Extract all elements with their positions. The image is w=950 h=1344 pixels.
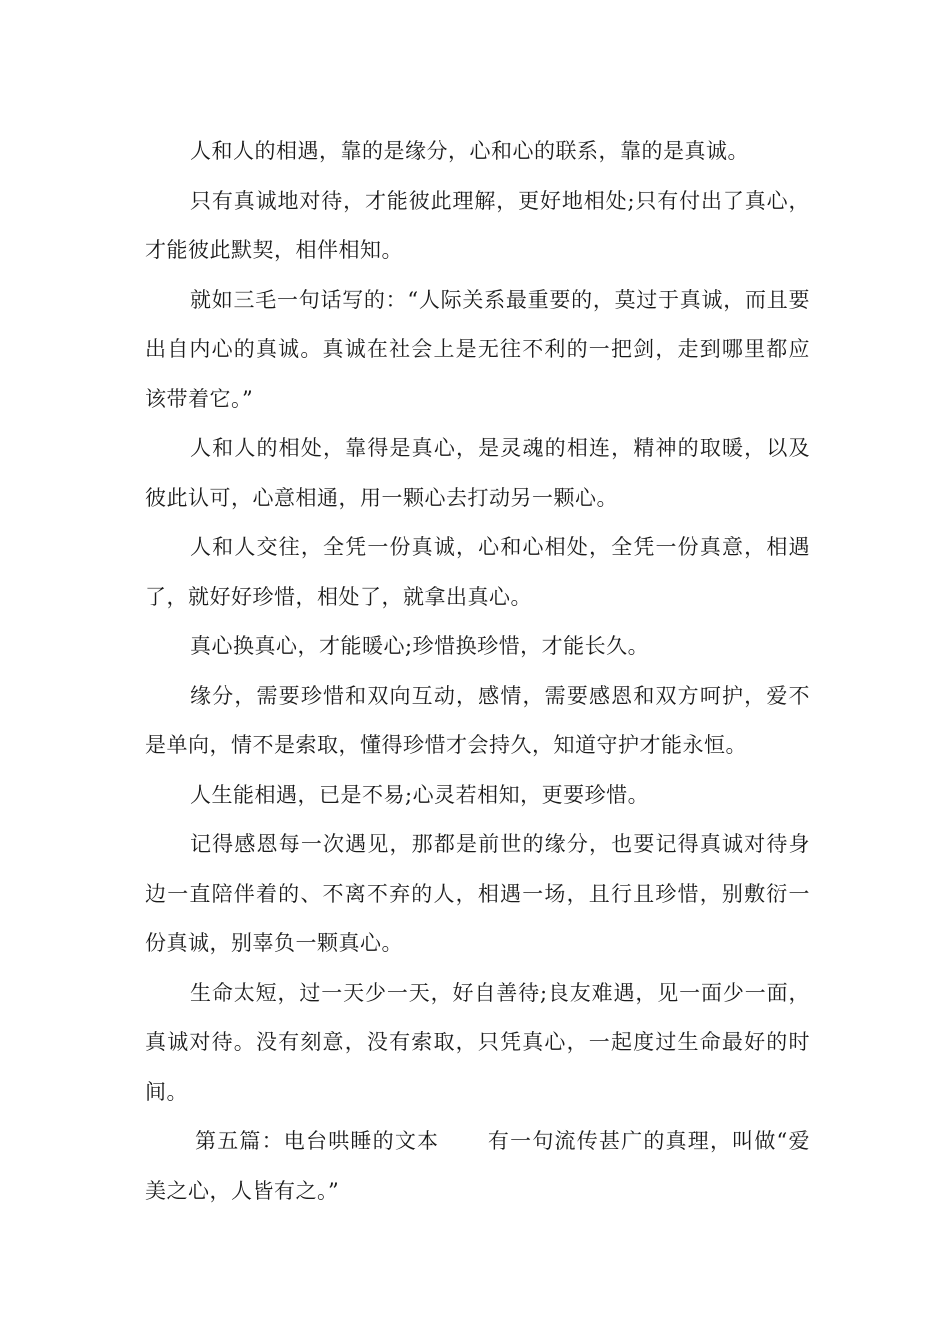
section-heading: 第五篇：电台哄睡的文本 bbox=[195, 1129, 440, 1153]
paragraph-6: 真心换真心，才能暖心;珍惜换珍惜，才能长久。 bbox=[190, 634, 650, 658]
paragraph-3: 就如三毛一句话写的：“人际关系最重要的，莫过于真诚，而且要出自内心的真诚。真诚在社会上是无往不利的一把剑，走到哪里都应该带着它。” bbox=[145, 287, 810, 411]
paragraph-7: 缘分，需要珍惜和双向互动，感情，需要感恩和双方呵护，爱不是单向，情不是索取，懂得珍惜才会持久，知道守护才能永恒。 bbox=[145, 683, 810, 757]
paragraph-9: 记得感恩每一次遇见，那都是前世的缘分，也要记得真诚对待身边一直陪伴着的、不离不弃的人，相遇一场，且行且珍惜，别敷衍一份真诚，别辜负一颗真心。 bbox=[145, 832, 810, 955]
paragraph-1: 人和人的相遇，靠的是缘分，心和心的联系，靠的是真诚。 bbox=[190, 139, 749, 163]
paragraph-2: 只有真诚地对待，才能彼此理解，更好地相处;只有付出了真心，才能彼此默契，相伴相知。 bbox=[145, 188, 810, 262]
section-paragraph bbox=[145, 1117, 810, 1216]
section-text: 有一句流传甚广的真理，叫做“爱美之心，人皆有之。” bbox=[145, 1129, 810, 1203]
document-body bbox=[145, 127, 810, 1216]
paragraph-5: 人和人交往，全凭一份真诚，心和心相处，全凭一份真意，相遇了，就好好珍惜，相处了，就拿出真心。 bbox=[145, 535, 810, 609]
paragraph-10: 生命太短，过一天少一天，好自善待;良友难遇，见一面少一面，真诚对待。没有刻意，没有索取，只凭真心，一起度过生命最好的时间。 bbox=[145, 980, 810, 1104]
paragraph-4: 人和人的相处，靠得是真心，是灵魂的相连，精神的取暖，以及彼此认可，心意相通，用一颗心去打动另一颗心。 bbox=[145, 436, 810, 510]
paragraph-8: 人生能相遇，已是不易;心灵若相知，更要珍惜。 bbox=[190, 782, 650, 807]
